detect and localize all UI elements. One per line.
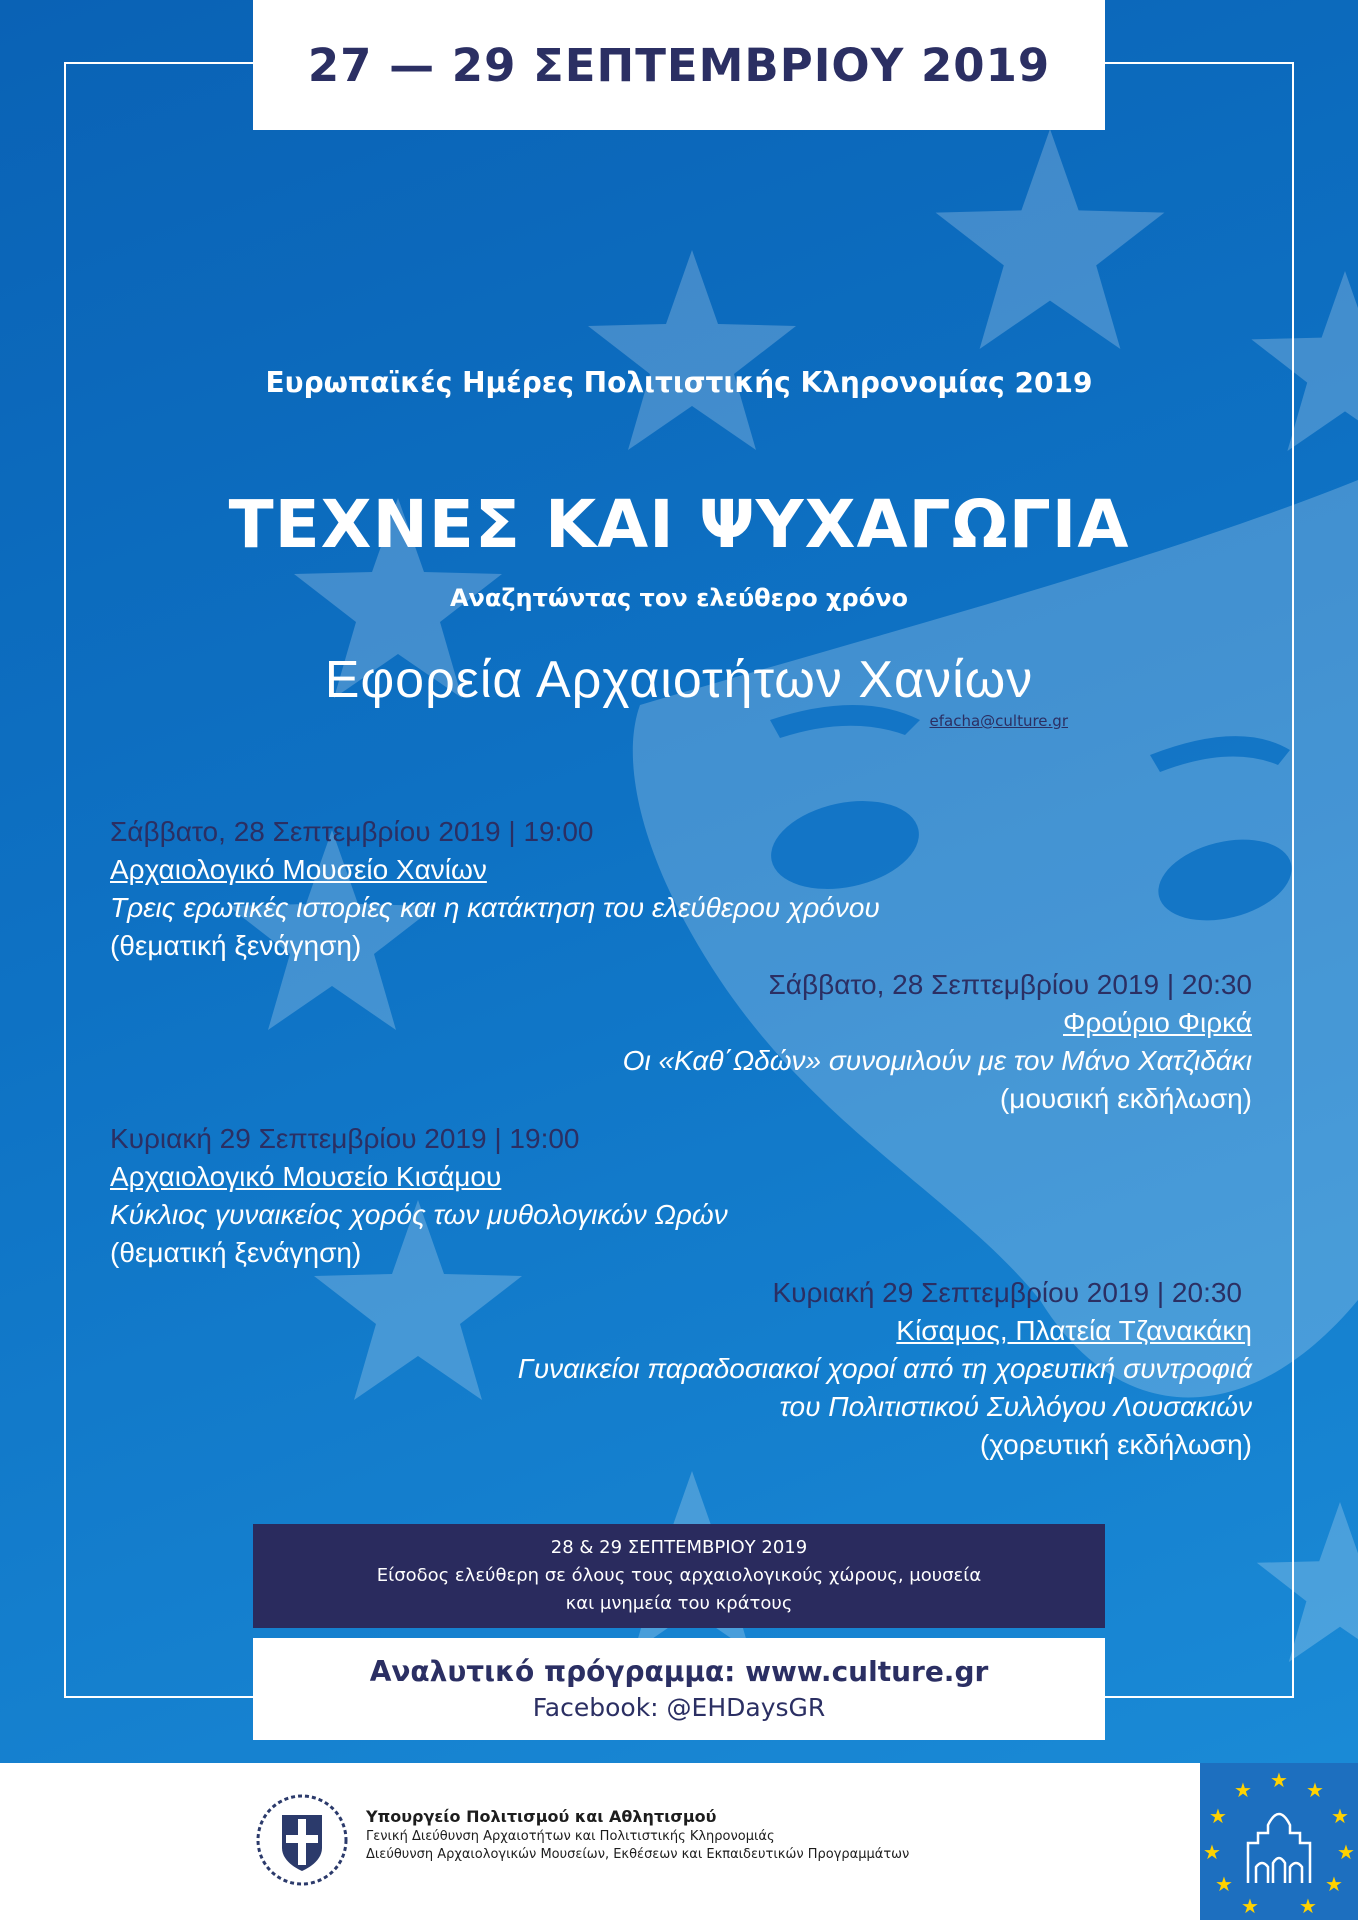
event-4 — [517, 1274, 1252, 1464]
svg-text:★: ★ — [1270, 1768, 1288, 1792]
event-venue-link[interactable]: Αρχαιολογικό Μουσείο Κισάμου — [110, 1161, 502, 1192]
facebook-link[interactable]: Facebook: @EHDaysGR — [532, 1693, 826, 1722]
event-title: Γυναικείοι παραδοσιακοί χοροί από τη χορευτική συντροφιά — [517, 1353, 1252, 1384]
event-title: Κύκλιος γυναικείος χορός των μυθολογικών Ωρών — [110, 1199, 728, 1230]
event-when: Σάββατο, 28 Σεπτεμβρίου 2019 | 19:00 — [110, 816, 594, 847]
svg-text:★: ★ — [1209, 1804, 1227, 1828]
ministry-block — [366, 1806, 909, 1864]
svg-text:★: ★ — [1234, 1778, 1252, 1802]
event-kind: (μουσική εκδήλωση) — [999, 1083, 1252, 1114]
event-kind: (χορευτική εκδήλωση) — [979, 1429, 1252, 1460]
event-1 — [110, 813, 880, 965]
date-range: 27 — 29 ΣΕΠΤΕΜΒΡΙΟΥ 2019 — [307, 38, 1051, 92]
free-entry-box — [253, 1524, 1105, 1628]
event-2 — [623, 966, 1252, 1118]
event-title: Τρεις ερωτικές ιστορίες και η κατάκτηση του ελεύθερου χρόνου — [110, 892, 880, 923]
ministry-directorate: Γενική Διεύθυνση Αρχαιοτήτων και Πολιτιστικής Κληρονομιάς — [366, 1829, 775, 1844]
organizer: Εφορεία Αρχαιοτήτων Χανίων — [324, 651, 1034, 709]
footer — [0, 1763, 1358, 1920]
page-title: ΤΕΧΝΕΣ ΚΑΙ ΨΥΧΑΓΩΓΙΑ — [228, 486, 1130, 563]
event-when: Σάββατο, 28 Σεπτεμβρίου 2019 | 20:30 — [768, 969, 1252, 1000]
date-banner — [253, 0, 1105, 130]
greek-coat-of-arms-icon — [255, 1793, 349, 1887]
event-3 — [110, 1120, 728, 1272]
event-kind: (θεματική ξενάγηση) — [110, 930, 362, 961]
event-venue-link[interactable]: Φρούριο Φιρκά — [1063, 1007, 1252, 1038]
svg-text:★: ★ — [1299, 1894, 1317, 1918]
ministry-department: Διεύθυνση Αρχαιολογικών Μουσείων, Εκθέσεων και Εκπαιδευτικών Προγραμμάτων — [366, 1847, 910, 1862]
ministry-name: Υπουργείο Πολιτισμού και Αθλητισμού — [366, 1807, 717, 1826]
svg-text:★: ★ — [1337, 1840, 1355, 1864]
svg-text:★: ★ — [1241, 1894, 1259, 1918]
free-entry-text: Είσοδος ελεύθερη σε όλους τους αρχαιολογικούς χώρους, μουσεία — [376, 1565, 982, 1586]
svg-text:★: ★ — [1331, 1804, 1349, 1828]
event-venue-link[interactable]: Αρχαιολογικό Μουσείο Χανίων — [110, 854, 487, 885]
svg-text:★: ★ — [1203, 1840, 1221, 1864]
free-entry-text-cont: και μνημεία του κράτους — [565, 1593, 793, 1614]
event-venue-link[interactable]: Κίσαμος, Πλατεία Τζανακάκη — [896, 1315, 1252, 1346]
program-box — [253, 1638, 1105, 1740]
svg-text:★: ★ — [1215, 1872, 1233, 1896]
event-when: Κυριακή 29 Σεπτεμβρίου 2019 | 19:00 — [110, 1123, 580, 1154]
event-kind: (θεματική ξενάγηση) — [110, 1237, 362, 1268]
event-series: Ευρωπαϊκές Ημέρες Πολιτιστικής Κληρονομίας 2019 — [265, 366, 1093, 399]
eu-heritage-days-logo — [1200, 1763, 1358, 1920]
tagline: Αναζητώντας τον ελεύθερο χρόνο — [449, 584, 909, 612]
svg-text:★: ★ — [1325, 1872, 1343, 1896]
program-link[interactable]: Αναλυτικό πρόγραμμα: www.culture.gr — [369, 1655, 989, 1688]
event-title: Οι «Καθ΄Ωδών» συνομιλούν με τον Μάνο Χατζιδάκι — [622, 1045, 1252, 1076]
free-entry-dates: 28 & 29 ΣΕΠΤΕΜΒΡΙΟΥ 2019 — [550, 1537, 808, 1558]
email-link[interactable]: efacha@culture.gr — [929, 712, 1068, 730]
event-title-cont: του Πολιτιστικού Συλλόγου Λουσακιών — [779, 1391, 1252, 1422]
event-when: Κυριακή 29 Σεπτεμβρίου 2019 | 20:30 — [772, 1277, 1242, 1308]
svg-text:★: ★ — [1306, 1778, 1324, 1802]
